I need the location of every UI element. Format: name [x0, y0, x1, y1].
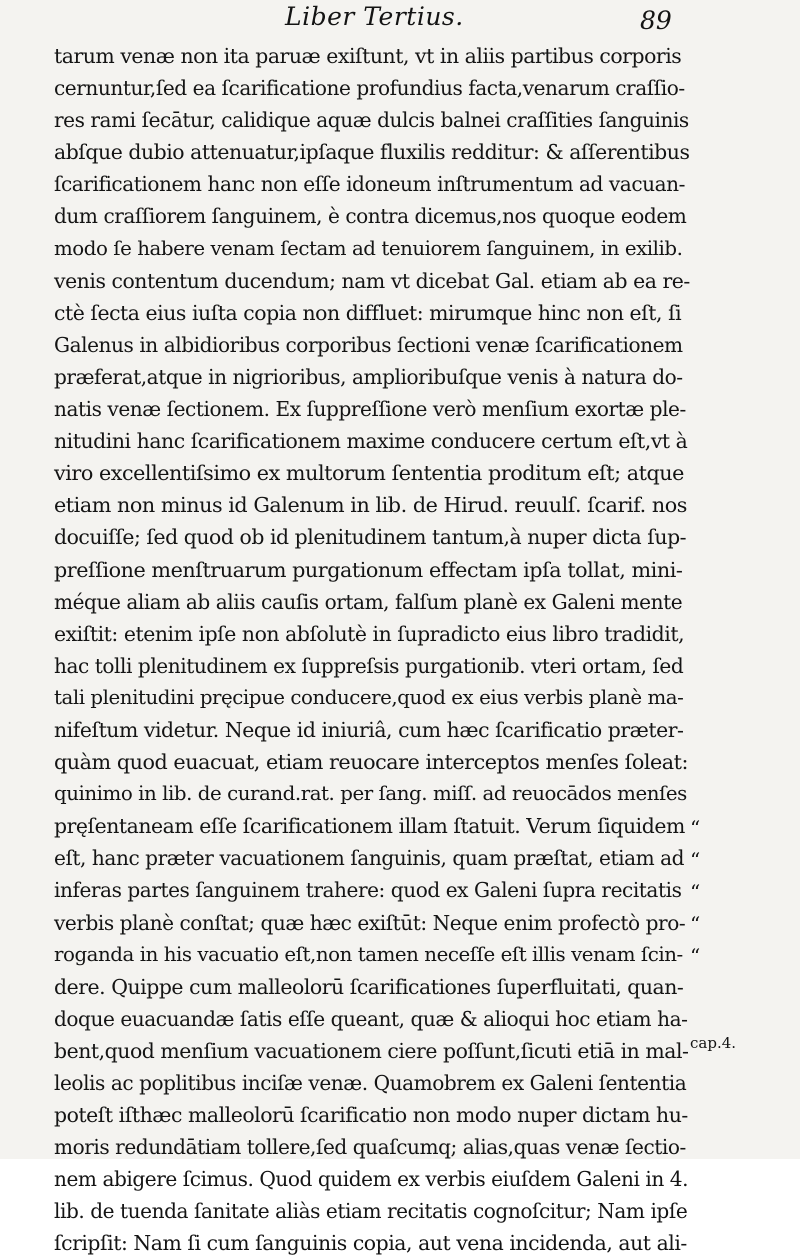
text-line: bent,quod menſium vacuationem ciere poſſunt,ſicuti etiā in mal- — [54, 1038, 689, 1063]
text-line: etiam non minus id Galenum in lib. de Hirud. reuulſ. ſcarif. nos — [54, 493, 687, 518]
body-text — [54, 40, 690, 1260]
margin-side-note: cap.4. — [690, 1034, 737, 1052]
margin-quote-mark: “ — [690, 912, 701, 936]
text-line: abſque dubio attenuatur,ipſaque fluxilis redditur: & aſſerentibus — [54, 140, 690, 165]
text-line: lib. de tuenda ſanitate aliàs etiam recitatis cognoſcitur; Nam ipſe — [54, 1199, 688, 1224]
text-line: nitudini hanc ſcarificationem maxime conducere certum eſt,vt à — [54, 429, 688, 454]
text-line: res rami ſecātur, calidique aquæ dulcis balnei craſſities ſanguinis — [54, 108, 689, 133]
text-line: Galenus in albidioribus corporibus ſectioni venæ ſcarificationem — [54, 332, 683, 357]
text-line: quinimo in lib. de curand.rat. per ſang. miſſ. ad reuocādos menſes — [54, 782, 687, 806]
page-number: 89 — [640, 6, 672, 35]
text-line: preſſione menſtruarum purgationum effectam ipſa tollat, mini- — [54, 557, 683, 582]
text-line: inferas partes ſanguinem trahere: quod ex Galeni ſupra recitatis — [54, 878, 682, 903]
margin-quote-mark: “ — [690, 944, 701, 968]
text-line: moris redundātiam tollere,ſed quaſcumq; alias,quas venæ ſectio- — [54, 1135, 686, 1160]
text-line: modo ſe habere venam ſectam ad tenuiorem ſanguinem, in exilib. — [54, 236, 683, 260]
margin-quote-mark: “ — [690, 880, 701, 904]
text-line: méque aliam ab aliis cauſis ortam, falſum planè ex Galeni mente — [54, 589, 683, 614]
text-line: roganda in his vacuatio eſt,non tamen neceſſe eſt illis venam ſcin- — [54, 942, 683, 966]
text-line: verbis planè conſtat; quæ hæc exiſtūt: Neque enim profectò pro- — [54, 910, 686, 935]
text-line: ſcripſit: Nam ſi cum ſanguinis copia, aut vena incidenda, aut ali- — [54, 1231, 687, 1256]
text-line: tali plenitudini pręcipue conducere,quod ex eius verbis planè ma- — [54, 685, 684, 709]
text-line: natis venæ ſectionem. Ex ſuppreſſione verò menſium exortæ ple- — [54, 397, 686, 422]
text-line: hac tolli plenitudinem ex ſuppreſsis purgationib. vteri ortam, ſed — [54, 653, 684, 678]
margin-quote-mark: “ — [690, 816, 701, 840]
text-line: dere. Quippe cum malleolorū ſcarificationes ſuperfluitati, quan- — [54, 974, 684, 999]
text-line: eſt, hanc præter vacuationem ſanguinis, quam præſtat, etiam ad — [54, 846, 685, 871]
text-line: viro excellentiſsimo ex multorum ſententia proditum eſt; atque — [54, 461, 684, 486]
text-line: docuiſſe; ſed quod ob id plenitudinem tantum,à nuper dicta ſup- — [54, 525, 687, 550]
margin-quote-mark: “ — [690, 848, 701, 872]
text-line: cernuntur,ſed ea ſcarificatione profundius facta,venarum craſſio- — [54, 76, 685, 101]
text-line: ſcarificationem hanc non eſſe idoneum inſtrumentum ad vacuan- — [54, 172, 685, 197]
text-line: nifeſtum videtur. Neque id iniuriâ, cum hæc ſcarificatio præter- — [54, 717, 684, 742]
text-line: dum craſſiorem ſanguinem, è contra dicemus,nos quoque eodem — [54, 204, 687, 229]
running-title: Liber Tertius. — [285, 2, 464, 31]
text-line: pręſentaneam eſſe ſcarificationem illam ſtatuit. Verum ſiquidem — [54, 814, 685, 839]
text-line: leolis ac poplitibus inciſæ venæ. Quamobrem ex Galeni ſententia — [54, 1071, 687, 1095]
text-line: venis contentum ducendum; nam vt dicebat Gal. etiam ab ea re- — [54, 268, 690, 293]
text-line: nem abigere ſcimus. Quod quidem ex verbis eiuſdem Galeni in 4. — [54, 1167, 689, 1192]
text-line: exiſtit: etenim ipſe non abſolutè in ſupradicto eius libro tradidit, — [54, 621, 685, 646]
text-line: tarum venæ non ita paruæ exiſtunt, vt in aliis partibus corporis — [54, 44, 682, 68]
text-line: præferat,atque in nigrioribus, amplioribuſque venis à natura do- — [54, 364, 683, 389]
text-line: ctè ſecta eius iuſta copia non diffluet: mirumque hinc non eſt, ſi — [54, 300, 682, 325]
text-line: quàm quod euacuat, etiam reuocare interceptos menſes ſoleat: — [54, 750, 689, 775]
text-line: poteſt iſthæc malleolorū ſcarificatio non modo nuper dictam hu- — [54, 1103, 688, 1128]
text-line: doque euacuandæ ſatis eſſe queant, quæ & alioqui hoc etiam ha- — [54, 1006, 688, 1031]
